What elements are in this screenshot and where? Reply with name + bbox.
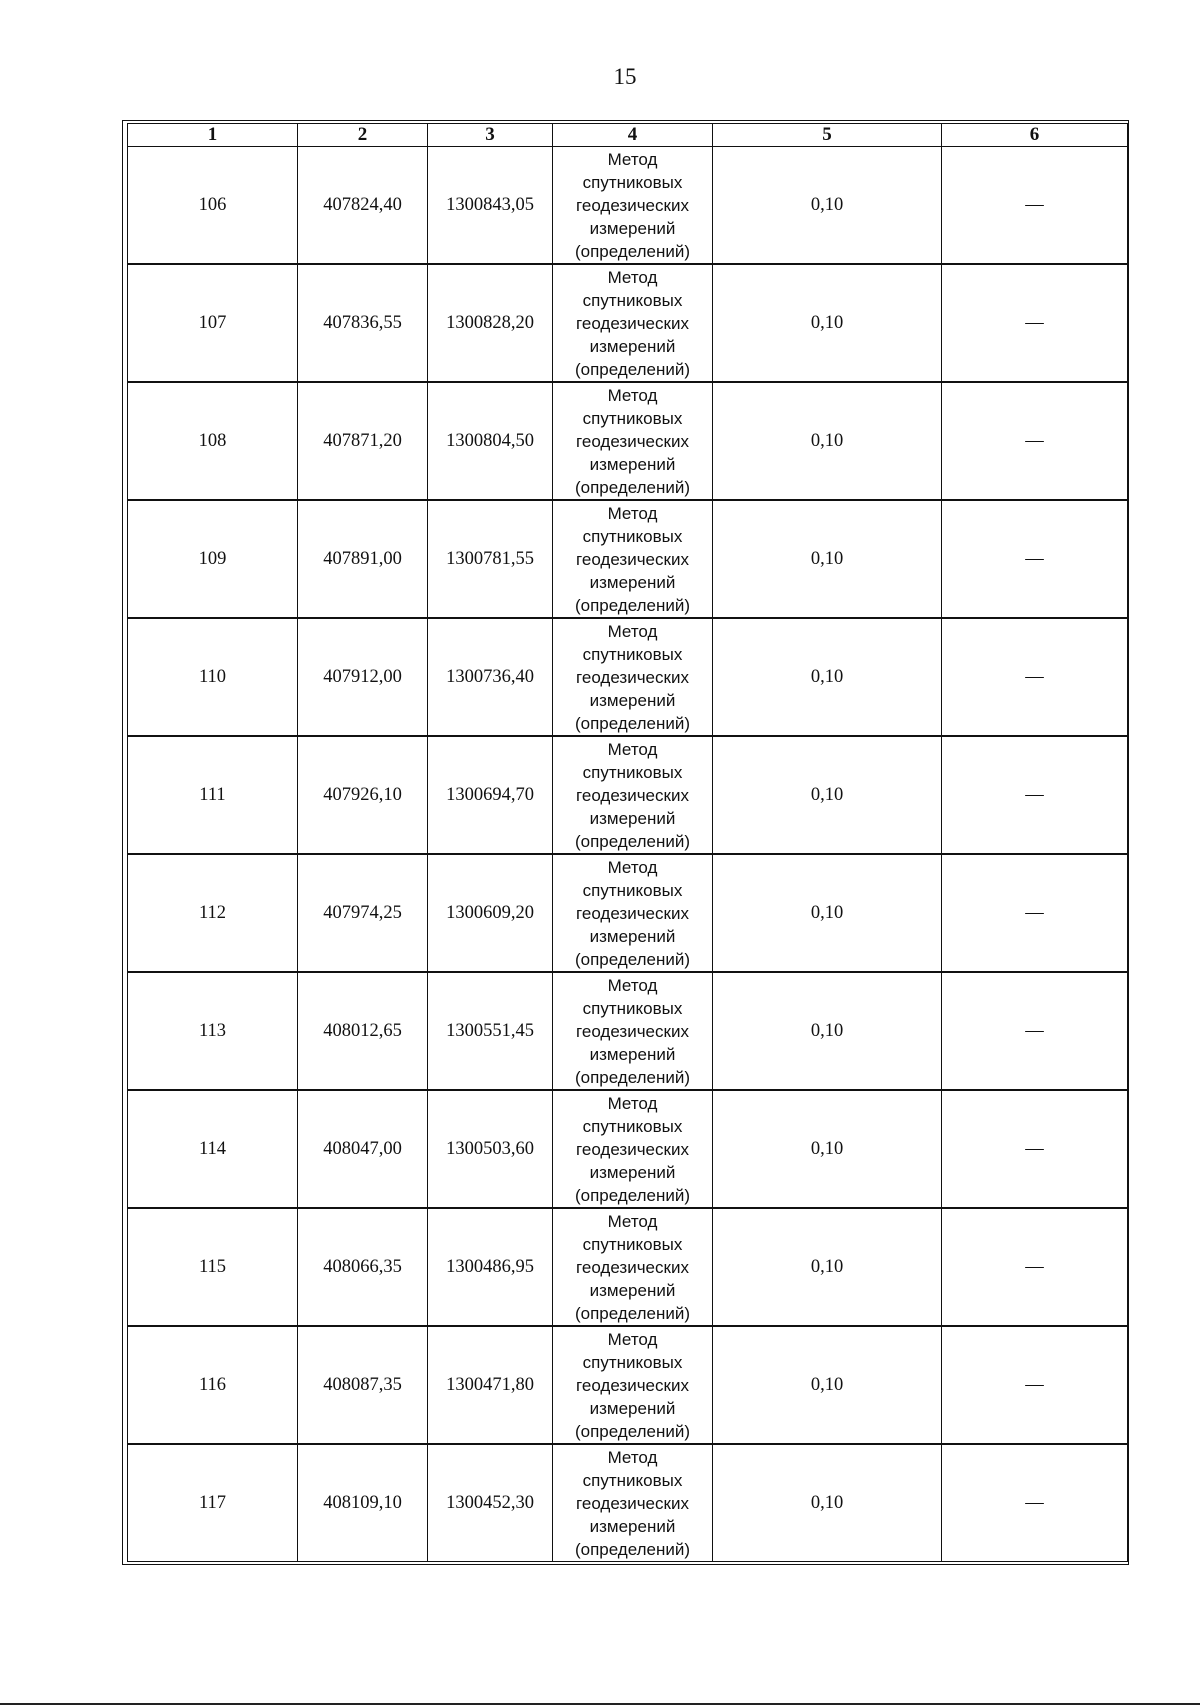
point-number-cell: 107 <box>128 264 298 382</box>
table-row <box>128 736 1128 854</box>
method-line: (определений) <box>574 831 691 851</box>
y-coordinate-cell: 1300551,45 <box>428 972 553 1090</box>
method-cell <box>553 736 713 854</box>
method-line: Метод <box>607 621 658 641</box>
method-line: спутниковых <box>582 290 683 310</box>
method-line: (определений) <box>574 1539 691 1559</box>
y-coordinate-cell: 1300609,20 <box>428 854 553 972</box>
method-cell <box>553 972 713 1090</box>
note-cell: — <box>942 1090 1128 1208</box>
y-coordinate-cell: 1300503,60 <box>428 1090 553 1208</box>
method-line: измерений <box>589 454 676 474</box>
method-line: (определений) <box>574 949 691 969</box>
note-cell: — <box>942 1444 1128 1562</box>
method-cell <box>553 1208 713 1326</box>
table-row <box>128 264 1128 382</box>
x-coordinate-cell: 407926,10 <box>298 736 428 854</box>
note-cell: — <box>942 854 1128 972</box>
method-line: Метод <box>607 1329 658 1349</box>
precision-cell: 0,10 <box>713 854 942 972</box>
method-line: спутниковых <box>582 526 683 546</box>
note-cell: — <box>942 264 1128 382</box>
header-col-1: 1 <box>128 124 298 147</box>
precision-cell: 0,10 <box>713 736 942 854</box>
x-coordinate-cell: 407912,00 <box>298 618 428 736</box>
method-line: Метод <box>607 149 658 169</box>
method-line: геодезических <box>576 785 689 805</box>
point-number-cell: 108 <box>128 382 298 500</box>
method-line: Метод <box>607 739 658 759</box>
method-cell <box>553 147 713 265</box>
point-number-cell: 111 <box>128 736 298 854</box>
table-row <box>128 854 1128 972</box>
method-line: измерений <box>589 690 676 710</box>
table-row <box>128 500 1128 618</box>
method-line: спутниковых <box>582 408 683 428</box>
method-line: геодезических <box>576 1139 689 1159</box>
point-number-cell: 113 <box>128 972 298 1090</box>
page-bottom-edge <box>0 1703 1200 1705</box>
method-line: Метод <box>607 1211 658 1231</box>
x-coordinate-cell: 408066,35 <box>298 1208 428 1326</box>
method-line: измерений <box>589 1398 676 1418</box>
x-coordinate-cell: 407871,20 <box>298 382 428 500</box>
point-number-cell: 106 <box>128 147 298 265</box>
method-cell <box>553 500 713 618</box>
method-line: измерений <box>589 336 676 356</box>
method-line: спутниковых <box>582 644 683 664</box>
method-line: (определений) <box>574 1303 691 1323</box>
table-row <box>128 1326 1128 1444</box>
y-coordinate-cell: 1300486,95 <box>428 1208 553 1326</box>
method-cell <box>553 264 713 382</box>
method-line: геодезических <box>576 1021 689 1041</box>
method-line: Метод <box>607 385 658 405</box>
method-cell <box>553 854 713 972</box>
y-coordinate-cell: 1300804,50 <box>428 382 553 500</box>
y-coordinate-cell: 1300471,80 <box>428 1326 553 1444</box>
x-coordinate-cell: 408012,65 <box>298 972 428 1090</box>
x-coordinate-cell: 408087,35 <box>298 1326 428 1444</box>
method-line: Метод <box>607 503 658 523</box>
note-cell: — <box>942 736 1128 854</box>
header-col-2: 2 <box>298 124 428 147</box>
table-row <box>128 1090 1128 1208</box>
method-cell <box>553 1444 713 1562</box>
x-coordinate-cell: 407974,25 <box>298 854 428 972</box>
y-coordinate-cell: 1300828,20 <box>428 264 553 382</box>
method-cell <box>553 618 713 736</box>
method-line: спутниковых <box>582 1470 683 1490</box>
table-row <box>128 1444 1128 1562</box>
coordinates-table-frame <box>122 120 1129 1565</box>
precision-cell: 0,10 <box>713 147 942 265</box>
method-line: (определений) <box>574 1067 691 1087</box>
y-coordinate-cell: 1300843,05 <box>428 147 553 265</box>
method-line: (определений) <box>574 595 691 615</box>
method-line: геодезических <box>576 549 689 569</box>
method-line: измерений <box>589 572 676 592</box>
precision-cell: 0,10 <box>713 1208 942 1326</box>
precision-cell: 0,10 <box>713 264 942 382</box>
method-line: измерений <box>589 926 676 946</box>
point-number-cell: 117 <box>128 1444 298 1562</box>
method-line: спутниковых <box>582 1352 683 1372</box>
x-coordinate-cell: 407824,40 <box>298 147 428 265</box>
header-col-4: 4 <box>553 124 713 147</box>
method-line: геодезических <box>576 1493 689 1513</box>
method-line: геодезических <box>576 195 689 215</box>
method-line: (определений) <box>574 477 691 497</box>
method-line: измерений <box>589 1162 676 1182</box>
note-cell: — <box>942 147 1128 265</box>
table-row <box>128 147 1128 265</box>
table-body <box>128 147 1128 1562</box>
table-row <box>128 972 1128 1090</box>
method-line: Метод <box>607 1447 658 1467</box>
y-coordinate-cell: 1300694,70 <box>428 736 553 854</box>
method-line: (определений) <box>574 1421 691 1441</box>
note-cell: — <box>942 382 1128 500</box>
method-line: спутниковых <box>582 172 683 192</box>
method-line: геодезических <box>576 903 689 923</box>
note-cell: — <box>942 1326 1128 1444</box>
method-line: геодезических <box>576 1375 689 1395</box>
method-line: Метод <box>607 857 658 877</box>
method-line: измерений <box>589 1516 676 1536</box>
method-line: спутниковых <box>582 1116 683 1136</box>
header-col-5: 5 <box>713 124 942 147</box>
note-cell: — <box>942 972 1128 1090</box>
page-number: 15 <box>613 64 637 89</box>
method-line: измерений <box>589 808 676 828</box>
table-row <box>128 618 1128 736</box>
method-line: геодезических <box>576 431 689 451</box>
note-cell: — <box>942 500 1128 618</box>
method-line: измерений <box>589 218 676 238</box>
precision-cell: 0,10 <box>713 382 942 500</box>
precision-cell: 0,10 <box>713 500 942 618</box>
method-line: геодезических <box>576 313 689 333</box>
method-line: спутниковых <box>582 880 683 900</box>
method-line: спутниковых <box>582 1234 683 1254</box>
method-line: Метод <box>607 267 658 287</box>
method-line: Метод <box>607 1093 658 1113</box>
method-line: геодезических <box>576 667 689 687</box>
method-cell <box>553 382 713 500</box>
x-coordinate-cell: 408109,10 <box>298 1444 428 1562</box>
point-number-cell: 115 <box>128 1208 298 1326</box>
precision-cell: 0,10 <box>713 1326 942 1444</box>
method-line: измерений <box>589 1044 676 1064</box>
precision-cell: 0,10 <box>713 972 942 1090</box>
precision-cell: 0,10 <box>713 1444 942 1562</box>
x-coordinate-cell: 408047,00 <box>298 1090 428 1208</box>
point-number-cell: 116 <box>128 1326 298 1444</box>
method-line: геодезических <box>576 1257 689 1277</box>
note-cell: — <box>942 1208 1128 1326</box>
method-cell <box>553 1326 713 1444</box>
method-line: (определений) <box>574 1185 691 1205</box>
point-number-cell: 110 <box>128 618 298 736</box>
header-col-3: 3 <box>428 124 553 147</box>
precision-cell: 0,10 <box>713 1090 942 1208</box>
method-cell <box>553 1090 713 1208</box>
method-line: (определений) <box>574 241 691 261</box>
method-line: Метод <box>607 975 658 995</box>
point-number-cell: 109 <box>128 500 298 618</box>
method-line: (определений) <box>574 359 691 379</box>
table-row <box>128 382 1128 500</box>
x-coordinate-cell: 407836,55 <box>298 264 428 382</box>
y-coordinate-cell: 1300781,55 <box>428 500 553 618</box>
point-number-cell: 114 <box>128 1090 298 1208</box>
point-number-cell: 112 <box>128 854 298 972</box>
header-col-6: 6 <box>942 124 1128 147</box>
table-row <box>128 1208 1128 1326</box>
precision-cell: 0,10 <box>713 618 942 736</box>
note-cell: — <box>942 618 1128 736</box>
method-line: спутниковых <box>582 998 683 1018</box>
coordinates-table <box>127 123 1128 1562</box>
y-coordinate-cell: 1300452,30 <box>428 1444 553 1562</box>
method-line: (определений) <box>574 713 691 733</box>
method-line: спутниковых <box>582 762 683 782</box>
x-coordinate-cell: 407891,00 <box>298 500 428 618</box>
header-row <box>128 124 1128 147</box>
y-coordinate-cell: 1300736,40 <box>428 618 553 736</box>
method-line: измерений <box>589 1280 676 1300</box>
